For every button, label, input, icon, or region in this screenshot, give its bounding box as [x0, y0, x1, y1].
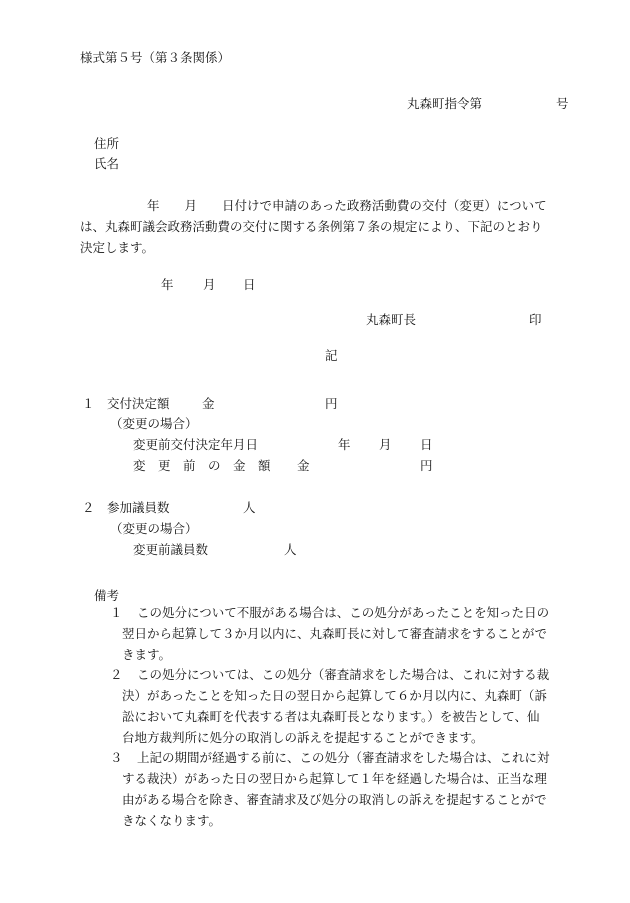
remark-number: ２	[110, 667, 123, 682]
intro-line: 年 月 日付けで申請のあった政務活動費の交付（変更）について	[147, 198, 547, 213]
address-label: 住所	[94, 136, 120, 151]
remark-line: 訟において丸森町を代表する者は丸森町長となります。）を被告として、仙	[122, 709, 540, 724]
remark-2	[122, 669, 549, 753]
item1-prev-gold: 金	[297, 458, 310, 473]
item2-label: 参加議員数	[107, 500, 170, 515]
remark-line: きます。	[122, 647, 172, 662]
item1-prev-date-year: 年	[338, 437, 351, 452]
item1-prev-date-month: 月	[379, 437, 392, 452]
notice-number-prefix: 丸森町指令第	[407, 96, 483, 111]
item1-prev-date-day: 日	[420, 437, 433, 452]
remark-number: ３	[110, 750, 123, 765]
remark-3	[122, 752, 550, 836]
decision-date-month: 月	[203, 277, 216, 292]
remarks-title: 備考	[94, 588, 120, 603]
decision-date-year: 年	[161, 277, 174, 292]
remark-line: 上記の期間が経過する前に、この処分（審査請求をした場合は、これに対	[137, 750, 550, 765]
item1-number: １	[82, 396, 95, 411]
remark-line: この処分について不服がある場合は、この処分があったことを知った日の	[137, 605, 550, 620]
item1-label: 交付決定額	[107, 396, 170, 411]
item1-prev-amount-label: 変 更 前 の 金 額	[133, 458, 271, 473]
remark-line: この処分については、この処分（審査請求をした場合は、これに対する裁	[137, 667, 550, 682]
seal-mark: 印	[529, 312, 542, 327]
item1-change-case: （変更の場合）	[110, 416, 198, 431]
issuer-title: 丸森町長	[366, 312, 417, 327]
item1-prev-date-label: 変更前交付決定年月日	[133, 437, 259, 452]
notice-number-suffix: 号	[556, 96, 569, 111]
item2-number: ２	[82, 500, 95, 515]
remark-1	[122, 607, 549, 670]
item1-prev-yen: 円	[420, 458, 433, 473]
item2-unit: 人	[243, 500, 256, 515]
remark-line: きなくなります。	[122, 813, 222, 828]
remark-line: 由がある場合を除き、審査請求及び処分の取消しの訴えを提起することがで	[122, 792, 547, 807]
item1-gold: 金	[202, 396, 215, 411]
decision-date-day: 日	[243, 277, 256, 292]
form-label: 様式第５号（第３条関係）	[80, 50, 231, 65]
remark-line: 台地方裁判所に処分の取消しの訴えを提起することができます。	[122, 730, 484, 745]
item2-prev-label: 変更前議員数	[133, 542, 209, 557]
intro-line: 決定します。	[80, 240, 155, 255]
remark-line: 翌日から起算して３か月以内に、丸森町長に対して審査請求をすることがで	[122, 626, 548, 641]
intro-paragraph	[80, 200, 547, 263]
item1-yen: 円	[325, 396, 338, 411]
ki-heading: 記	[325, 348, 338, 363]
name-label: 氏名	[94, 156, 120, 171]
item2-prev-unit: 人	[284, 542, 297, 557]
intro-line: は、丸森町議会政務活動費の交付に関する条例第７条の規定により、下記のとおり	[80, 219, 543, 234]
item2-change-case: （変更の場合）	[110, 521, 198, 536]
remark-line: 決）があったことを知った日の翌日から起算して６か月以内に、丸森町（訴	[122, 688, 547, 703]
remark-line: する裁決）があった日の翌日から起算して１年を経過した場合は、正当な理	[122, 771, 547, 786]
remark-number: １	[110, 605, 123, 620]
